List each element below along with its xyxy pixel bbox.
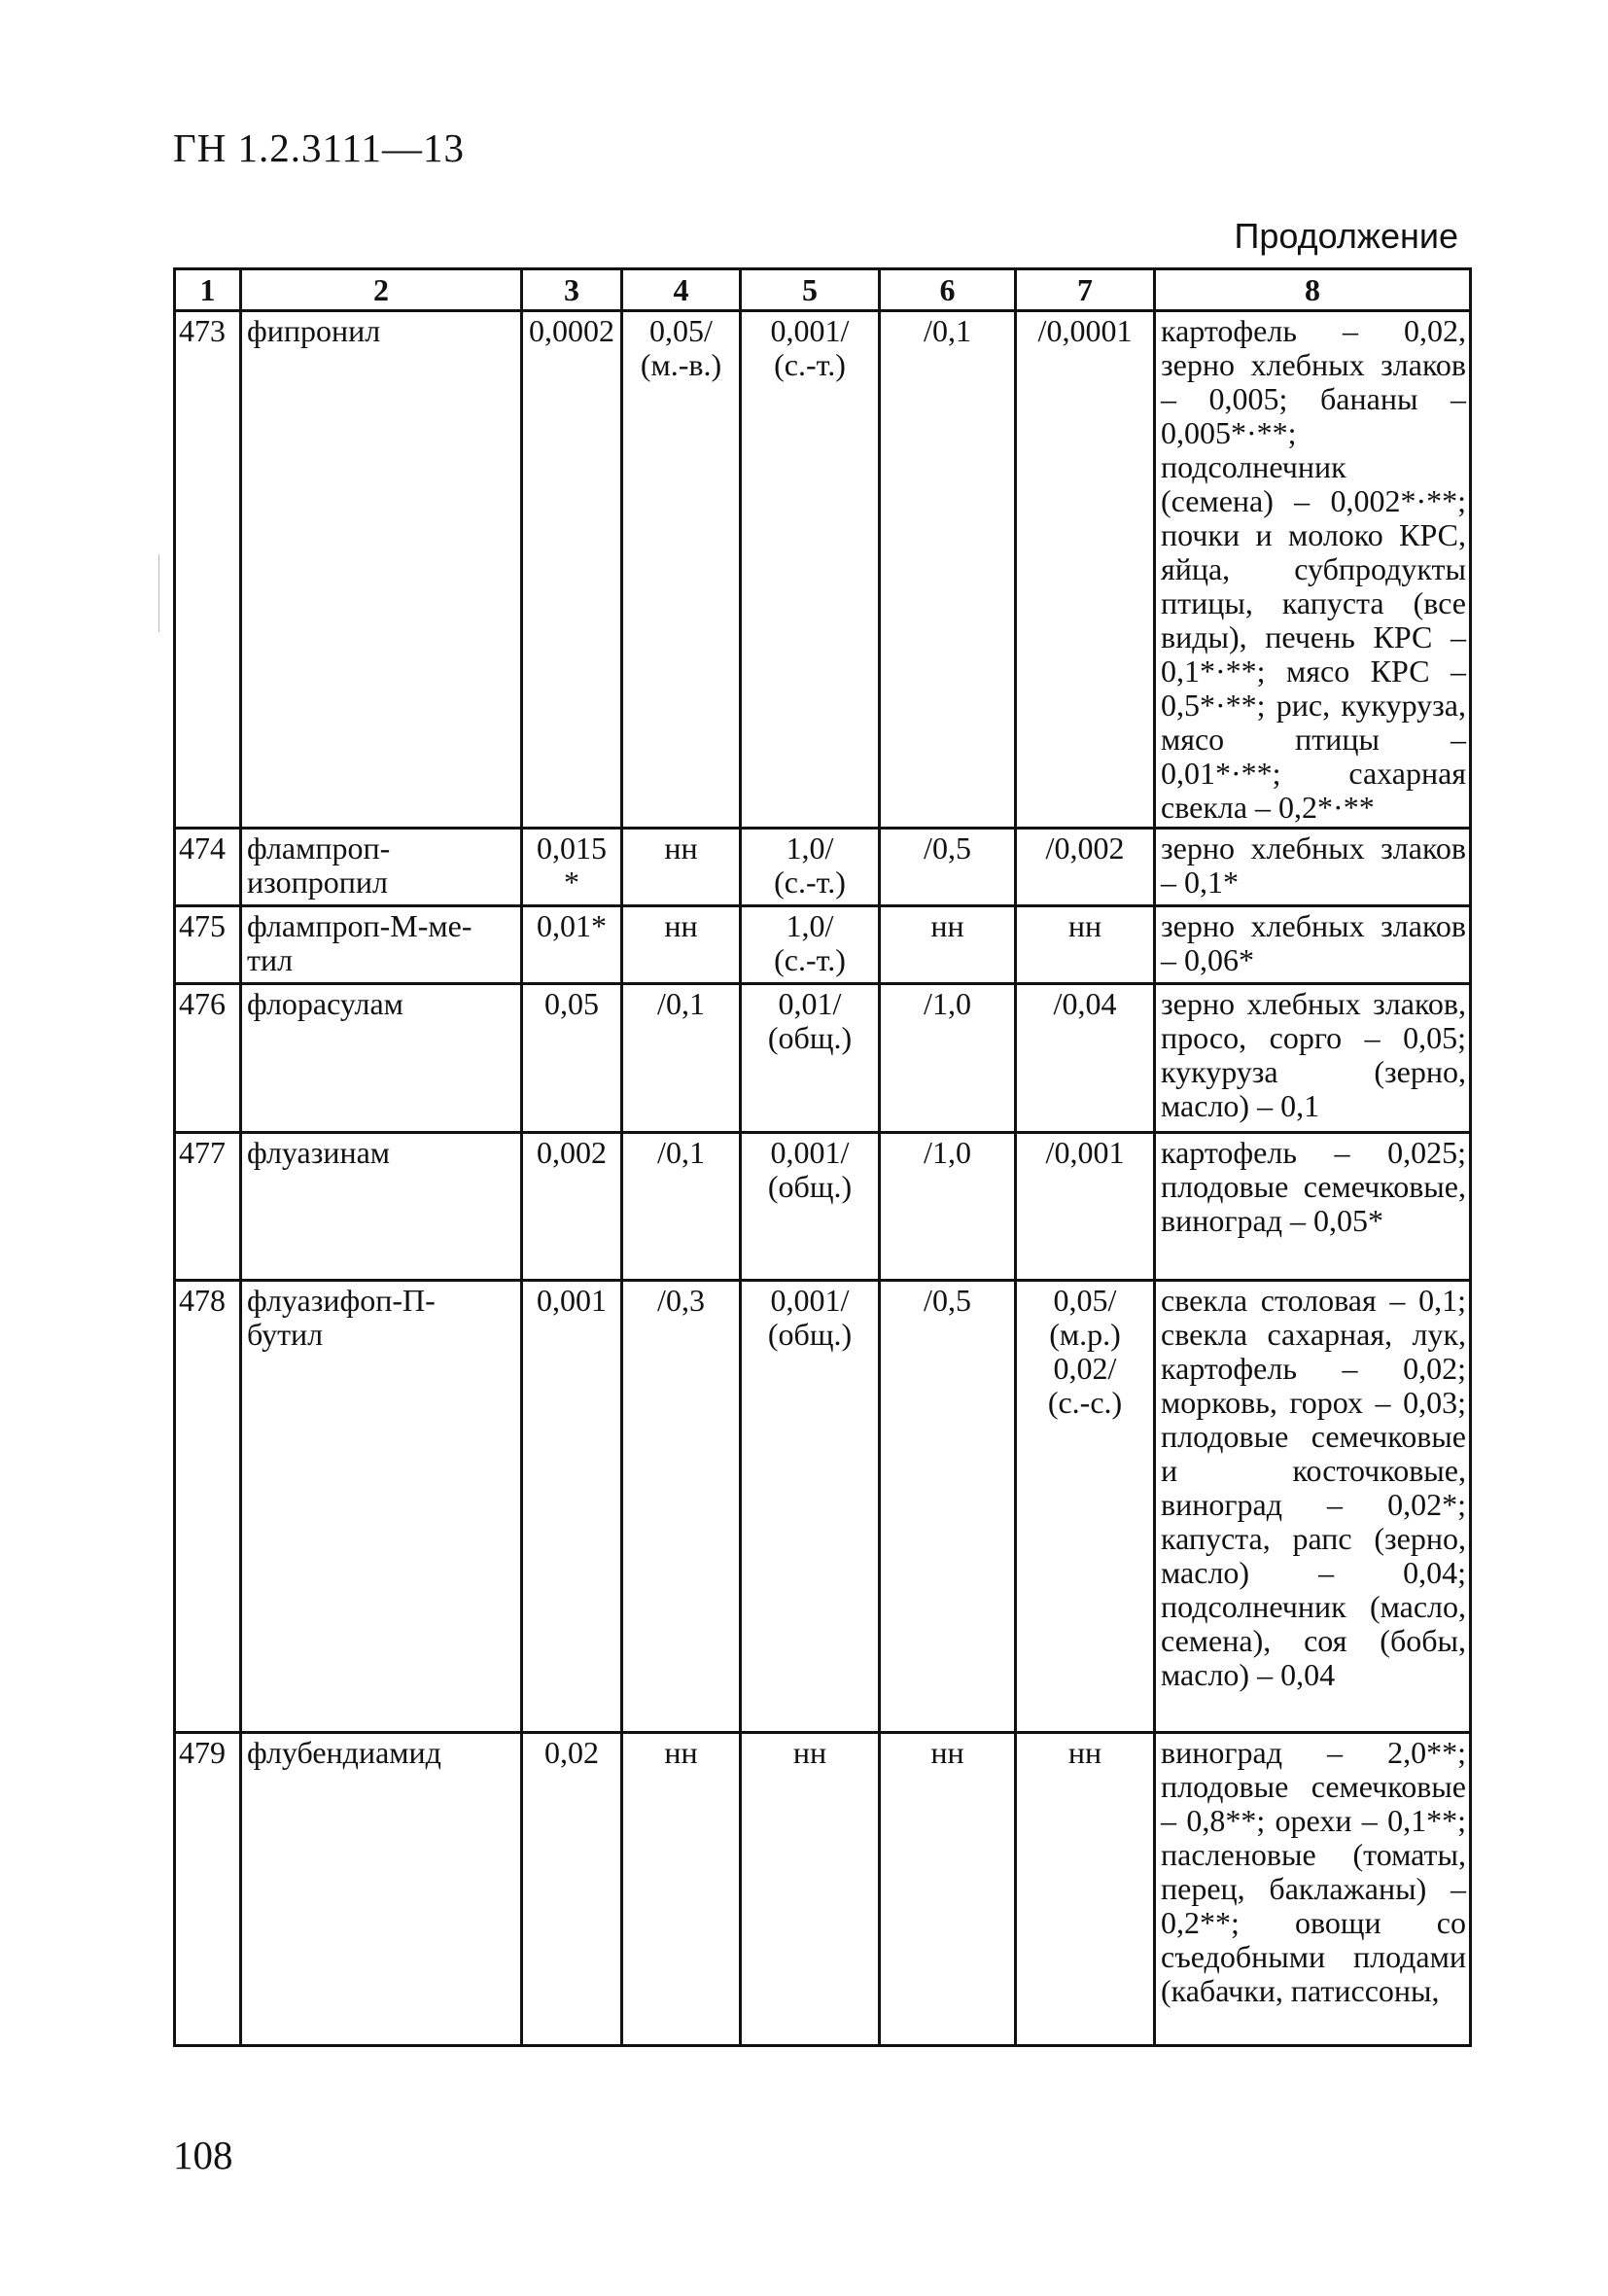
table-row bbox=[175, 1281, 1471, 1733]
cell-col-5: 0,001/ (общ.) bbox=[741, 1133, 880, 1281]
substance-name: флорасулам bbox=[241, 984, 522, 1133]
column-header-2: 2 bbox=[241, 269, 522, 311]
cell-col-3: 0,002 bbox=[522, 1133, 622, 1281]
cell-col-6: /0,5 bbox=[880, 829, 1016, 906]
column-header-5: 5 bbox=[741, 269, 880, 311]
cell-col-8: зерно хлебных злаков – 0,1* bbox=[1155, 829, 1471, 906]
table-header-row bbox=[175, 269, 1471, 311]
continuation-label: Продолжение bbox=[1234, 216, 1458, 256]
margin-mark bbox=[158, 554, 159, 632]
cell-col-5: 1,0/ (с.-т.) bbox=[741, 829, 880, 906]
cell-col-6: /0,5 bbox=[880, 1281, 1016, 1733]
cell-col-4: нн bbox=[622, 829, 741, 906]
document-header: ГН 1.2.3111—13 bbox=[173, 125, 466, 170]
row-number: 479 bbox=[175, 1733, 241, 2046]
cell-col-7: /0,04 bbox=[1016, 984, 1155, 1133]
cell-col-8: свекла столовая – 0,1; свекла сахарная, лук, картофель – 0,02; морковь, горох – 0,03; плодовые семечковые и косточковые, виноград – 0,02*; капуста, рапс (зерно, масло) – 0,04; подсолнечник (масло, семена), соя (бобы, масло) – 0,04 bbox=[1155, 1281, 1471, 1733]
cell-col-6: /1,0 bbox=[880, 1133, 1016, 1281]
cell-col-6: нн bbox=[880, 906, 1016, 984]
column-header-1: 1 bbox=[175, 269, 241, 311]
column-header-4: 4 bbox=[622, 269, 741, 311]
table-row bbox=[175, 1733, 1471, 2046]
cell-col-8: картофель – 0,02, зерно хлебных злаков – 0,005; бананы – 0,005*·**; подсолнечник (семена) – 0,002*·**; почки и молоко КРС, яйца, субпродукты птицы, капуста (все виды), печень КРС – 0,1*·**; мясо КРС – 0,5*·**; рис, кукуруза, мясо птицы – 0,01*·**; сахарная свекла – 0,2*·** bbox=[1155, 311, 1471, 829]
cell-col-8: зерно хлебных злаков – 0,06* bbox=[1155, 906, 1471, 984]
cell-col-4: нн bbox=[622, 1733, 741, 2046]
data-table bbox=[173, 267, 1472, 2047]
cell-col-7: нн bbox=[1016, 1733, 1155, 2046]
cell-col-5: 0,01/ (общ.) bbox=[741, 984, 880, 1133]
row-number: 475 bbox=[175, 906, 241, 984]
row-number: 477 bbox=[175, 1133, 241, 1281]
table-row bbox=[175, 311, 1471, 829]
cell-col-4: нн bbox=[622, 906, 741, 984]
column-header-3: 3 bbox=[522, 269, 622, 311]
cell-col-7: /0,0001 bbox=[1016, 311, 1155, 829]
cell-col-3: 0,01* bbox=[522, 906, 622, 984]
table-row bbox=[175, 829, 1471, 906]
substance-name: флампроп-М-ме- тил bbox=[241, 906, 522, 984]
cell-col-7: /0,002 bbox=[1016, 829, 1155, 906]
cell-col-3: 0,001 bbox=[522, 1281, 622, 1733]
cell-col-6: /1,0 bbox=[880, 984, 1016, 1133]
table-row bbox=[175, 984, 1471, 1133]
cell-col-8: картофель – 0,025; плодовые семечковые, виноград – 0,05* bbox=[1155, 1133, 1471, 1281]
substance-name: флубендиамид bbox=[241, 1733, 522, 2046]
table-row bbox=[175, 906, 1471, 984]
page-number: 108 bbox=[173, 2133, 233, 2177]
column-header-8: 8 bbox=[1155, 269, 1471, 311]
substance-name: флуазинам bbox=[241, 1133, 522, 1281]
cell-col-4: /0,1 bbox=[622, 1133, 741, 1281]
cell-col-3: 0,05 bbox=[522, 984, 622, 1133]
cell-col-6: нн bbox=[880, 1733, 1016, 2046]
cell-col-4: 0,05/ (м.-в.) bbox=[622, 311, 741, 829]
row-number: 474 bbox=[175, 829, 241, 906]
table-row bbox=[175, 1133, 1471, 1281]
cell-col-4: /0,1 bbox=[622, 984, 741, 1133]
cell-col-5: 0,001/ (общ.) bbox=[741, 1281, 880, 1733]
column-header-6: 6 bbox=[880, 269, 1016, 311]
row-number: 476 bbox=[175, 984, 241, 1133]
row-number: 478 bbox=[175, 1281, 241, 1733]
cell-col-3: 0,015 * bbox=[522, 829, 622, 906]
cell-col-7: нн bbox=[1016, 906, 1155, 984]
cell-col-3: 0,0002 bbox=[522, 311, 622, 829]
cell-col-5: 1,0/ (с.-т.) bbox=[741, 906, 880, 984]
substance-name: фипронил bbox=[241, 311, 522, 829]
cell-col-5: 0,001/ (с.-т.) bbox=[741, 311, 880, 829]
cell-col-4: /0,3 bbox=[622, 1281, 741, 1733]
cell-col-6: /0,1 bbox=[880, 311, 1016, 829]
cell-col-7: /0,001 bbox=[1016, 1133, 1155, 1281]
cell-col-8: виноград – 2,0**; плодовые семечковые – 0,8**; орехи – 0,1**; пасленовые (томаты, перец, баклажаны) – 0,2**; овощи со съедобными плодами (кабачки, патиссоны, bbox=[1155, 1733, 1471, 2046]
row-number: 473 bbox=[175, 311, 241, 829]
substance-name: флампроп- изопропил bbox=[241, 829, 522, 906]
cell-col-8: зерно хлебных злаков, просо, сорго – 0,05; кукуруза (зерно, масло) – 0,1 bbox=[1155, 984, 1471, 1133]
cell-col-5: нн bbox=[741, 1733, 880, 2046]
cell-col-3: 0,02 bbox=[522, 1733, 622, 2046]
substance-name: флуазифоп-П- бутил bbox=[241, 1281, 522, 1733]
column-header-7: 7 bbox=[1016, 269, 1155, 311]
cell-col-7: 0,05/ (м.р.) 0,02/ (с.-с.) bbox=[1016, 1281, 1155, 1733]
